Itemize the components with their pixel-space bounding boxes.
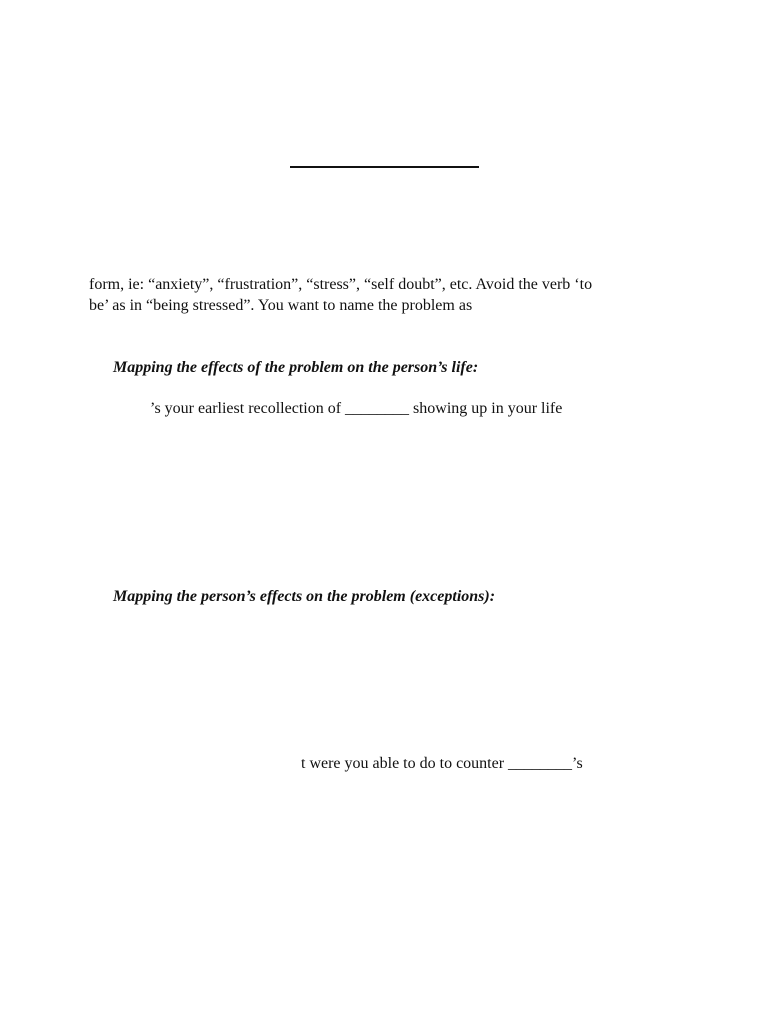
section-heading-effects-on-life: Mapping the effects of the problem on the person’s life: [113, 359, 479, 376]
intro-line-1: form, ie: “anxiety”, “frustration”, “stress”, “self doubt”, etc. Avoid the verb ‘to [89, 276, 593, 293]
section-heading-effects-on-problem: Mapping the person’s effects on the problem (exceptions): [113, 588, 496, 605]
title-underline [290, 166, 479, 168]
question-earliest-recollection: ’s your earliest recollection of ________ showing up in your life [150, 400, 563, 417]
question-counter-problem: t were you able to do to counter ________’s [301, 755, 583, 772]
intro-line-2: be’ as in “being stressed”. You want to name the problem as [89, 297, 473, 314]
intro-paragraph [89, 274, 689, 316]
